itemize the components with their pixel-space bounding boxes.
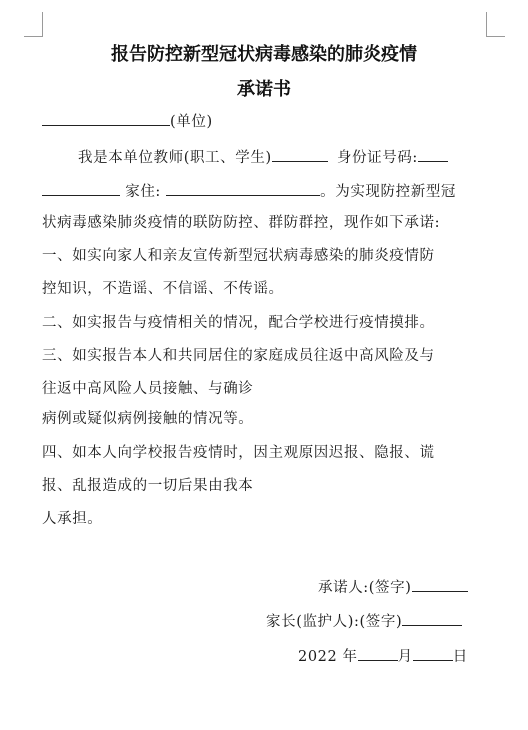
date-day-label: 日 [452,649,468,665]
intro-text-2: 。为实现防控新型冠 [320,184,457,200]
item4-line-1: 四、如本人向学校报告疫情时，因主观原因迟报、隐报、谎 [42,445,435,461]
date-month-label: 月 [397,649,413,665]
document-title: 报告防控新型冠状病毒感染的肺炎疫情 [111,44,417,65]
id-number-label: 身份证号码: [336,150,418,166]
guardian-signature-label: 家长(监护人):(签字) [266,614,403,630]
item3-line-3: 病例或疑似病例接触的情况等。 [42,411,254,427]
item1-line-1: 一、如实向家人和亲友宣传新型冠状病毒感染的肺炎疫情防 [42,248,435,264]
unit-blank[interactable] [42,110,170,126]
id-number-blank-cont[interactable] [42,180,120,196]
address-blank[interactable] [166,180,320,196]
document-subtitle: 承诺书 [237,79,291,100]
promiser-signature-blank[interactable] [412,576,468,592]
item2-line: 二、如实报告与疫情相关的情况，配合学校进行疫情摸排。 [42,315,435,331]
date-day-blank[interactable] [413,645,453,661]
address-label: 家住: [125,184,161,200]
id-number-blank[interactable] [418,146,448,162]
item4-line-2: 报、乱报造成的一切后果由我本 [42,478,254,494]
guardian-signature-row [266,610,462,632]
date-year-label: 2022 年 [298,649,358,665]
intro-row-2 [42,180,456,202]
date-month-blank[interactable] [358,645,398,661]
promiser-signature-label: 承诺人:(签字) [318,580,412,596]
intro-row-1 [78,146,448,168]
unit-row [42,110,213,132]
date-row [298,645,468,667]
item1-line-2: 控知识，不造谣、不信谣、不传谣。 [42,281,284,297]
promiser-signature-row [318,576,468,598]
intro-text-1: 我是本单位教师(职工、学生) [78,150,272,166]
unit-label: (单位) [170,114,213,130]
page-corner-mark-top-right [486,12,505,37]
intro-row-3: 状病毒感染肺炎疫情的联防防控、群防群控，现作如下承诺: [42,215,441,231]
name-blank[interactable] [272,146,328,162]
page-corner-mark-top-left [24,12,43,37]
item3-line-2: 往返中高风险人员接触、与确诊 [42,381,254,397]
guardian-signature-blank[interactable] [402,610,462,626]
item3-line-1: 三、如实报告本人和共同居住的家庭成员往返中高风险及与 [42,348,435,364]
item4-line-3: 人承担。 [42,511,103,527]
